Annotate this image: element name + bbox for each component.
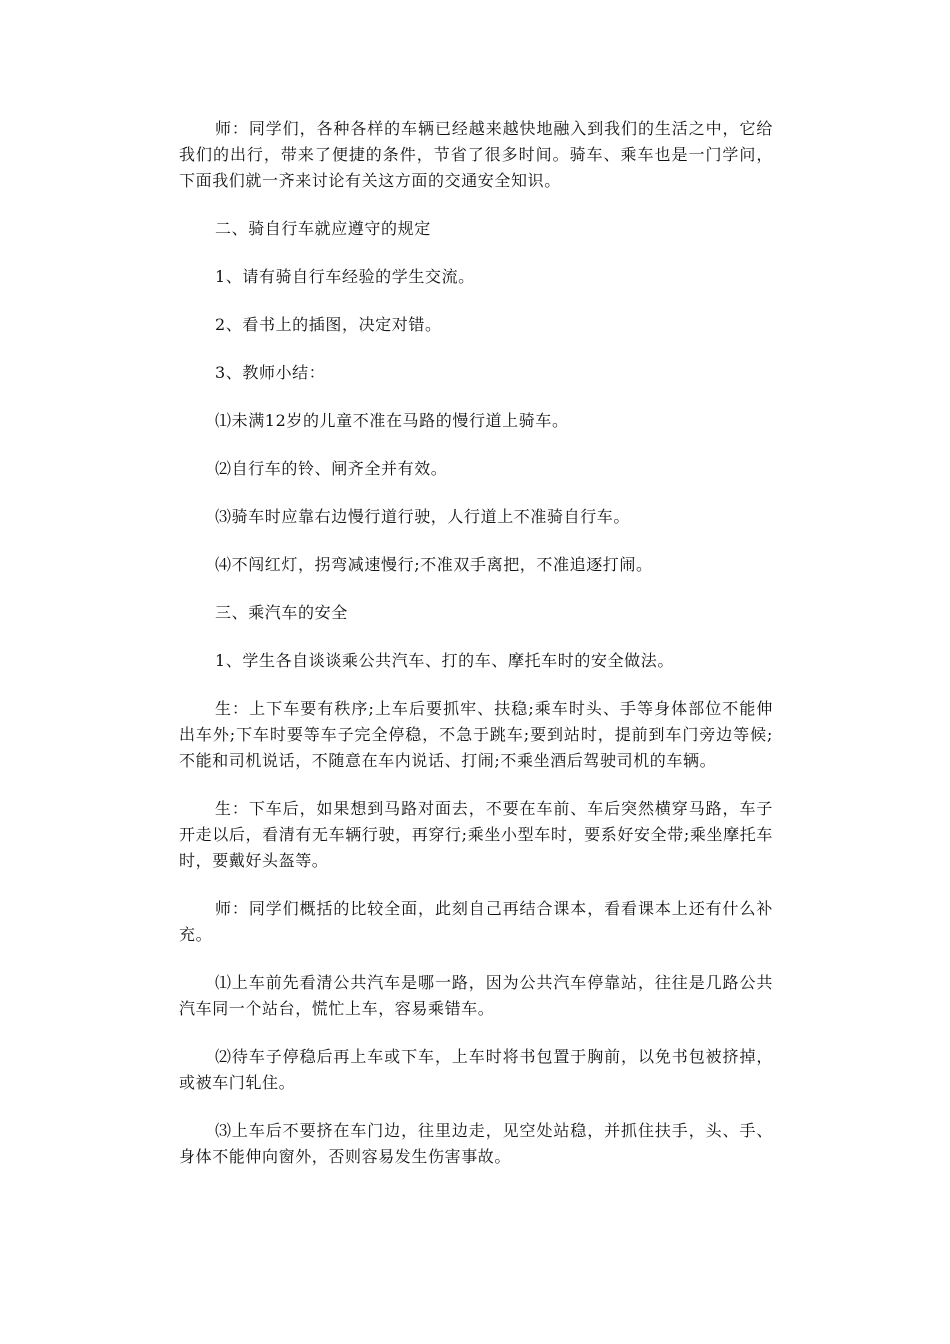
paragraph-teacher-intro: 师：同学们，各种各样的车辆已经越来越快地融入到我们的生活之中，它给我们的出行，带来了便捷的条件，节省了很多时间。骑车、乘车也是一门学问，下面我们就一齐来讨论有关这方面的交通安全知识。 <box>179 119 773 190</box>
paragraph-bus-item-1: 1、学生各自谈谈乘公共汽车、打的车、摩托车时的安全做法。 <box>215 651 674 670</box>
rule-item-3: ⑶骑车时应靠右边慢行道行驶，人行道上不准骑自行车。 <box>215 507 631 526</box>
paragraph-student-answer-2: 生：下车后，如果想到马路对面去，不要在车前、车后突然横穿马路，车子开走以后，看清有无车辆行驶，再穿行;乘坐小型车时，要系好安全带;乘坐摩托车时，要戴好头盔等。 <box>179 799 773 870</box>
rule-item-4: ⑷不闯红灯，拐弯减速慢行;不准双手离把，不准追逐打闹。 <box>215 555 653 574</box>
bus-rule-item-3: ⑶上车后不要挤在车门边，往里边走，见空处站稳，并抓住扶手，头、手、身体不能伸向窗外，否则容易发生伤害事故。 <box>179 1121 773 1166</box>
paragraph-item-3: 3、教师小结： <box>215 363 326 382</box>
paragraph-item-1: 1、请有骑自行车经验的学生交流。 <box>215 267 475 286</box>
bus-rule-item-2: ⑵待车子停稳后再上车或下车，上车时将书包置于胸前，以免书包被挤掉，或被车门轧住。 <box>179 1047 773 1092</box>
bus-rule-item-1: ⑴上车前先看清公共汽车是哪一路，因为公共汽车停靠站，往往是几路公共汽车同一个站台，慌忙上车，容易乘错车。 <box>179 973 773 1018</box>
paragraph-student-answer-1: 生：上下车要有秩序;上车后要抓牢、扶稳;乘车时头、手等身体部位不能伸出车外;下车时要等车子完全停稳，不急于跳车;要到站时，提前到车门旁边等候;不能和司机说话，不随意在车内说话、打闹;不乘坐酒后驾驶司机的车辆。 <box>179 699 773 770</box>
document-body <box>179 116 773 1192</box>
paragraph-teacher-summary: 师：同学们概括的比较全面，此刻自己再结合课本，看看课本上还有什么补充。 <box>179 899 773 944</box>
section-heading-bus-safety: 三、乘汽车的安全 <box>215 603 348 622</box>
paragraph-item-2: 2、看书上的插图，决定对错。 <box>215 315 442 334</box>
rule-item-2: ⑵自行车的铃、闸齐全并有效。 <box>215 459 448 478</box>
rule-item-1: ⑴未满12岁的儿童不准在马路的慢行道上骑车。 <box>215 411 569 430</box>
section-heading-bicycle-rules: 二、骑自行车就应遵守的规定 <box>215 219 431 238</box>
